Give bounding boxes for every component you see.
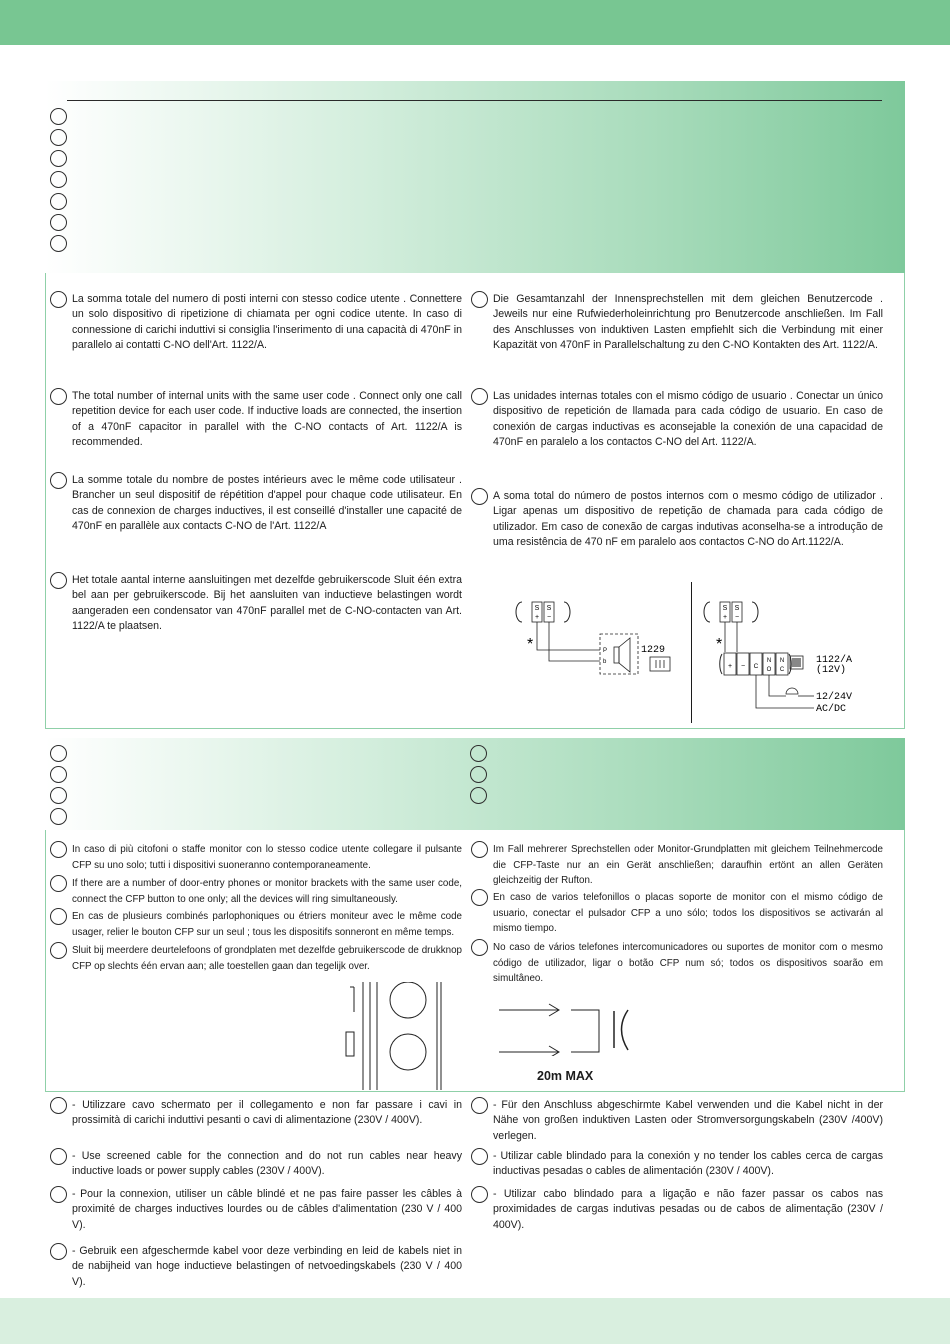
cfp-connection-diagram <box>495 996 645 1056</box>
paragraph-text: La somme totale du nombre de postes intérieurs avec le même code utilisateur . Brancher un seul dispositif de répétition d'appel pour chaque code utilisateur. En cas de connexion de charges inductives, il est conseillé d'installer une capacité de 470nF en parallèle aux contacts C-NO de l'Art. 1122/A <box>72 474 462 532</box>
supply-voltage-label: 12/24V <box>816 692 853 703</box>
paragraph-text: Las unidades internas totales con el mismo código de usuario . Conectar un único dispositivo de repetición de llamada para cada código de usuario. En caso de conexión de cargas inductivas es aconsejable la conexión de una capacidad de 470nF en paralelo a los contactos C-NO del Art. 1122/A. <box>493 390 883 448</box>
paragraph-text: - Gebruik een afgeschermde kabel voor deze verbinding en leid de kabels niet in de nabijheid van hoge inductieve belastingen of netvoedingskabels (230 V / 400 V). <box>72 1245 462 1288</box>
device-voltage-label: (12V) <box>816 665 847 676</box>
paragraph-es-1 <box>493 389 883 450</box>
terminal-s-label: S <box>734 605 740 612</box>
language-circle-icon <box>50 942 67 959</box>
contact-c-label: C <box>779 667 785 673</box>
paragraph-text: En caso de varios telefonillos o placas soporte de monitor con el mismo código de usuario, conectar el pulsador CFP a uno sólo; todos los dispositivos se activarán al mismo tiempo. <box>493 892 883 934</box>
paragraph-text: - Für den Anschluss abgeschirmte Kabel verwenden und die Kabel nicht in der Nähe von großen induktiven Lasten oder Stromversorgungskabeln (230V /400V) verlegen. <box>493 1099 883 1142</box>
language-circle-icon <box>470 766 487 783</box>
paragraph-fr-3 <box>72 1187 462 1233</box>
bottom-color-bar <box>0 1298 950 1344</box>
asterisk-note: * <box>716 636 723 653</box>
language-circle-icon <box>50 129 67 146</box>
language-circle-icon <box>50 472 67 489</box>
paragraph-pt-2 <box>493 940 883 987</box>
paragraph-nl-3 <box>72 1244 462 1290</box>
plus-label: + <box>727 663 733 670</box>
language-circle-icon <box>471 939 488 956</box>
language-circle-icon <box>50 766 67 783</box>
paragraph-de-1 <box>493 292 883 353</box>
paragraph-text: La somma totale del numero di posti interni con stesso codice utente . Connettere un solo dispositivo di ripetizione di chiamata per ogni codice utente. In caso di connessione di carichi induttivi si consiglia l'inserimento di una capacità di 470nF in parallelo ai contatti C-NO dell'Art. 1122/A. <box>72 293 462 351</box>
plus-label: + <box>722 614 728 621</box>
minus-label: − <box>734 614 740 621</box>
paragraph-text: No caso de vários telefones intercomunicadores ou suportes de monitor com o mesmo código de utilizador, ligar o botão CFP num só; todos os dispositivos soarão em simultâneo. <box>493 942 883 984</box>
language-circle-icon <box>50 808 67 825</box>
paragraph-text: Sluit bij meerdere deurtelefoons of grondplaten met dezelfde gebruikerscode de drukknop CFP op slechts één ervan aan; alle toestellen gaan dan tegelijk over. <box>72 945 462 972</box>
language-circle-icon <box>50 1186 67 1203</box>
paragraph-text: Het totale aantal interne aansluitingen met dezelfde gebruikerscode Sluit één extra bel aan per gebruikerscode. Bij het aansluiten van inductieve belastingen wordt aangeraden een condensator van 470nF parallel met de C-NO-contacten van Art. 1122/A te plaatsen. <box>72 574 462 632</box>
language-circle-icon <box>50 291 67 308</box>
paragraph-text: The total number of internal units with the same user code . Connect only one call repetition device for each user code. If inductive loads are connected, the insertion of a 470nF capacitor in parallel with the C-NO contacts of Art. 1122/A is recommended. <box>72 390 462 448</box>
paragraph-text: A soma total do número de postos internos com o mesmo código de utilizador . Ligar apenas um dispositivo de repetição de chamada para cada código de utilizador. Em caso de conexão de cargas indutivas aconselha-se a introdução de uma resistência de 470 nF em paralelo aos contactos C-NO do Art.1122/A. <box>493 490 883 548</box>
language-circle-icon <box>471 841 488 858</box>
language-circle-icon <box>50 875 67 892</box>
wiring-diagram-1229 <box>510 592 690 682</box>
paragraph-it-1 <box>72 292 462 353</box>
device-1122a-label: 1122/A <box>816 655 853 666</box>
language-circle-icon <box>470 787 487 804</box>
pin-p-label: P <box>603 648 608 654</box>
language-circle-icon <box>470 745 487 762</box>
language-circle-icon <box>471 488 488 505</box>
language-circle-icon <box>50 1097 67 1114</box>
paragraph-it-2 <box>72 842 462 873</box>
terminal-s-label: S <box>722 605 728 612</box>
minus-label: − <box>740 663 746 670</box>
paragraph-text: - Utilizar cable blindado para la conexión y no tender los cables cerca de cargas inductivas pesadas o cables de alimentación (230V / 400V). <box>493 1150 883 1178</box>
contact-c-label: C <box>753 663 759 670</box>
pin-b-label: b <box>603 659 607 665</box>
terminal-s-label: S <box>546 605 552 612</box>
language-circle-icon <box>50 572 67 589</box>
paragraph-de-2 <box>493 842 883 889</box>
paragraph-en-2 <box>72 876 462 907</box>
paragraph-pt-1 <box>493 489 883 550</box>
contact-o-label: O <box>766 667 772 673</box>
paragraph-text: - Utilizzare cavo schermato per il collegamento e non far passare i cavi in prossimità di carichi induttivi pesanti o cavi di alimentazione (230V / 400V). <box>72 1099 462 1127</box>
language-circle-icon <box>50 193 67 210</box>
language-circle-icon <box>50 108 67 125</box>
paragraph-text: Die Gesamtanzahl der Innensprechstellen mit dem gleichen Benutzercode . Jeweils nur eine Rufwiederholeinrichtung pro Benutzercode anschließen. Im Fall des Anschlusses von induktiven Lasten empfiehlt sich die Verbindung mit einer Kapazität von 470nF in Parallelschaltung zu den C-NO Kontakten des Art. 1122/A. <box>493 293 883 351</box>
paragraph-text: - Utilizar cabo blindado para a ligação e não fazer passar os cabos nas proximidades de cargas indutivas pesadas ou de cabos de alimentação (230V / 400V). <box>493 1188 883 1231</box>
language-circle-icon <box>471 291 488 308</box>
paragraph-fr-1 <box>72 473 462 534</box>
plus-label: + <box>534 614 540 621</box>
monitor-bracket-diagram <box>340 982 450 1090</box>
paragraph-it-3 <box>72 1098 462 1129</box>
language-circle-icon <box>50 841 67 858</box>
paragraph-nl-2 <box>72 943 462 974</box>
contact-n-label: N <box>766 658 772 664</box>
max-distance-label: 20m MAX <box>537 1069 594 1083</box>
language-circle-icon <box>471 1148 488 1165</box>
wiring-diagram-1122a <box>700 592 900 722</box>
paragraph-en-3 <box>72 1149 462 1180</box>
asterisk-note: * <box>527 636 534 653</box>
language-circle-icon <box>471 388 488 405</box>
supply-type-label: AC/DC <box>816 704 847 715</box>
section2-header-band <box>45 738 905 830</box>
language-circle-icon <box>50 745 67 762</box>
section1-header-band <box>45 81 905 273</box>
terminal-s-label: S <box>534 605 540 612</box>
paragraph-es-3 <box>493 1149 883 1180</box>
language-circle-icon <box>50 908 67 925</box>
language-circle-icon <box>471 1186 488 1203</box>
language-circle-icon <box>471 889 488 906</box>
diagram-divider <box>691 582 692 723</box>
language-circle-icon <box>50 150 67 167</box>
language-circle-icon <box>50 1243 67 1260</box>
contact-n-label: N <box>779 658 785 664</box>
language-circle-icon <box>50 171 67 188</box>
paragraph-en-1 <box>72 389 462 450</box>
paragraph-text: Im Fall mehrerer Sprechstellen oder Monitor-Grundplatten mit gleichem Teilnehmercode die CFP-Taste nur an ein Gerät anschließen; daraufhin ertönt an allen Geräten gleichzeitig der Rufton. <box>493 844 883 886</box>
language-circle-icon <box>50 787 67 804</box>
paragraph-nl-1 <box>72 573 462 634</box>
language-circle-icon <box>50 388 67 405</box>
paragraph-text: If there are a number of door-entry phones or monitor brackets with the same user code, connect the CFP button to one only; all the devices will ring simultaneously. <box>72 878 462 905</box>
language-circle-icon <box>50 235 67 252</box>
paragraph-de-3 <box>493 1098 883 1144</box>
paragraph-text: In caso di più citofoni o staffe monitor con lo stesso codice utente collegare il pulsante CFP su uno solo; tutti i dispositivi suoneranno contemporaneamente. <box>72 844 462 871</box>
device-1229-label: 1229 <box>641 645 666 656</box>
paragraph-text: - Use screened cable for the connection and do not run cables near heavy inductive loads or power supply cables (230V / 400V). <box>72 1150 462 1178</box>
paragraph-pt-3 <box>493 1187 883 1233</box>
paragraph-fr-2 <box>72 909 462 940</box>
language-circle-icon <box>471 1097 488 1114</box>
paragraph-es-2 <box>493 890 883 937</box>
top-color-bar <box>0 0 950 45</box>
header-rule <box>67 100 882 101</box>
minus-label: − <box>546 614 552 621</box>
language-circle-icon <box>50 1148 67 1165</box>
language-circle-icon <box>50 214 67 231</box>
paragraph-text: - Pour la connexion, utiliser un câble blindé et ne pas faire passer les câbles à proximité de charges inductives lourdes ou de câbles d'alimentation (230 V / 400 V). <box>72 1188 462 1231</box>
paragraph-text: En cas de plusieurs combinés parlophoniques ou étriers moniteur avec le même code usager, relier le bouton CFP sur un seul ; tous les dispositifs sonneront en même temps. <box>72 911 462 938</box>
